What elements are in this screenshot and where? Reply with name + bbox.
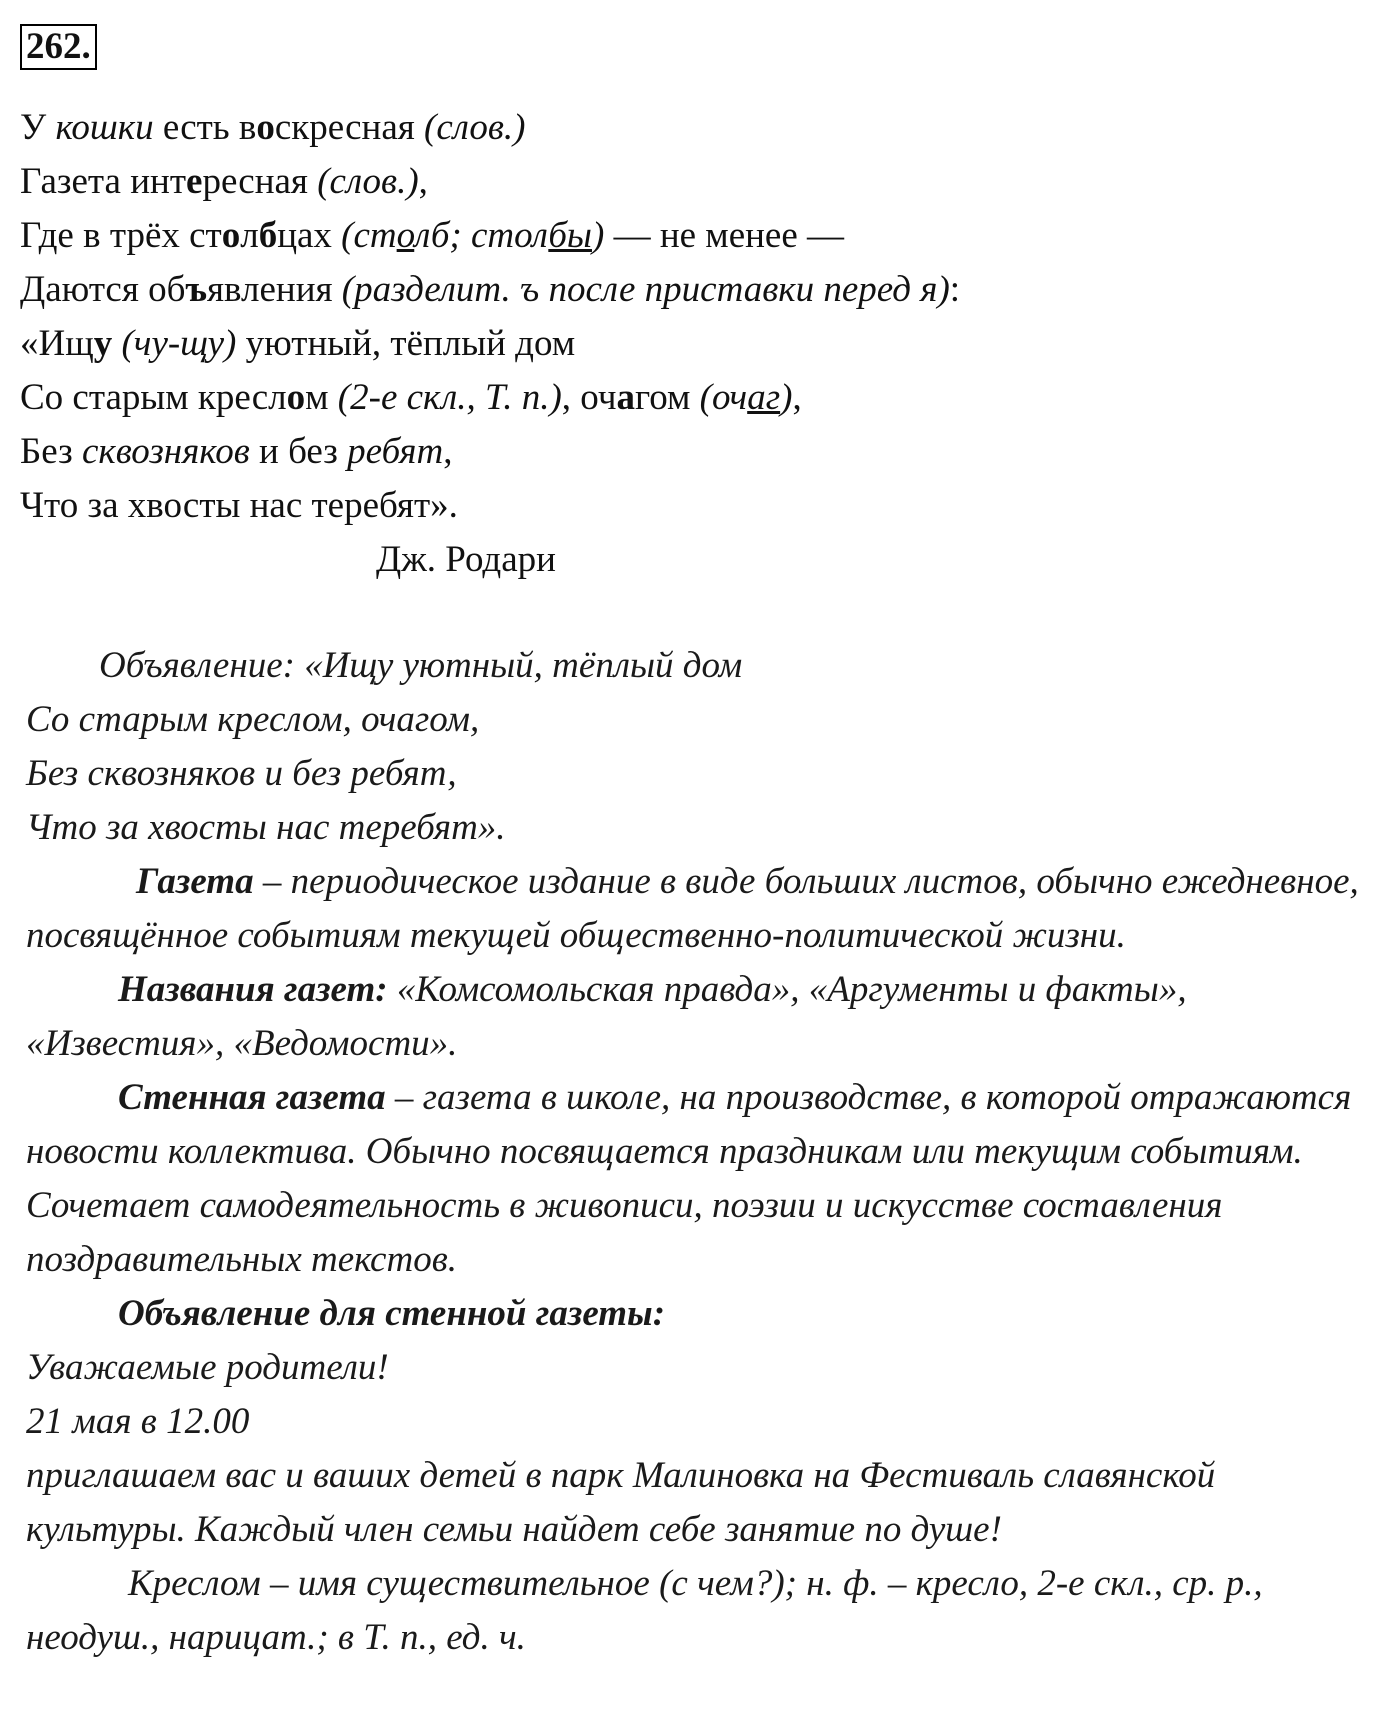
text: Без (20, 431, 82, 472)
wall-ad-greeting: Уважаемые родители! (26, 1347, 389, 1388)
definition: – периодическое издание в виде больших листов, обычно ежедневное, посвящённое событиям текущей общественно-политической жизни. (26, 861, 1359, 956)
text: лб; стол (414, 215, 549, 256)
note: (разделит. ъ после приставки перед я) (341, 269, 950, 310)
poem-line-1 (20, 101, 960, 155)
poem-line-7 (20, 425, 960, 479)
poem-line-3 (20, 209, 960, 263)
poem-line-5 (20, 317, 960, 371)
highlight-letter: а (616, 377, 635, 418)
text: Со старым кресл (20, 377, 287, 418)
text-italic: кошки (55, 107, 154, 148)
text: (ст (341, 215, 397, 256)
term: Стенная газета (118, 1077, 386, 1118)
text: л (240, 215, 259, 256)
ad-text-line-4: Что за хвосты нас теребят». (26, 807, 506, 848)
definition-newspaper (26, 855, 1366, 963)
text: , (418, 161, 428, 202)
term: Названия газет: (118, 969, 388, 1010)
morphological-analysis: Креслом – имя существительное (с чем?); н. ф. – кресло, 2-е скл., ср. р., неодуш., нарицат.; в Т. п., ед. ч. (26, 1563, 1263, 1658)
newspaper-names (26, 963, 1366, 1071)
highlight-letter: о (286, 377, 306, 418)
poem-line-8 (20, 479, 960, 533)
underlined: бы (548, 215, 592, 256)
text: уютный, тёплый дом (236, 323, 576, 364)
note: (слов.) (317, 161, 419, 202)
term: Газета (136, 861, 254, 902)
definition-wall-newspaper (26, 1071, 1366, 1287)
text: ) (591, 215, 605, 256)
underlined: аг (747, 377, 781, 418)
text: : (949, 269, 961, 310)
poem-line-6 (20, 371, 960, 425)
text: ресная (202, 161, 318, 202)
text: и без (249, 431, 348, 472)
ad-text-line-2: Со старым креслом, очагом, (26, 699, 480, 740)
definition: «Комсомольская правда», «Аргументы и факты», «Известия», «Ведомости». (26, 969, 1187, 1064)
definition: – газета в школе, на производстве, в которой отражаются новости коллектива. Обычно посвящается праздникам или текущим событиям. Сочетает самодеятельность в живописи, поэзии и искусстве составления поздравительных текстов. (26, 1077, 1352, 1280)
note: (2-е скл., Т. п.) (337, 377, 562, 418)
text: Даются об (20, 269, 186, 310)
highlight-letter: ъ (185, 269, 208, 310)
exercise-number: 262. (20, 24, 97, 70)
text: «Ищ (20, 323, 94, 364)
text: , оч (561, 377, 617, 418)
text: ) (780, 377, 793, 418)
note (341, 215, 604, 256)
note: (слов.) (424, 107, 526, 148)
note: (чу-щу) (121, 323, 237, 364)
highlight-letter: у (93, 323, 113, 364)
term: Объявление для стенной газеты: (118, 1293, 666, 1334)
poem-line-2 (20, 155, 960, 209)
highlight-letter: о (221, 215, 241, 256)
note (700, 377, 793, 418)
text: — не менее — (604, 215, 845, 256)
poem-line-4 (20, 263, 960, 317)
highlight-letter: о (256, 107, 275, 148)
poem-author: Дж. Родари (376, 539, 556, 580)
highlight-letter: б (258, 215, 278, 256)
text: гом (634, 377, 700, 418)
text: , (443, 431, 453, 472)
text: Что за хвосты нас теребят». (20, 485, 458, 526)
text: Где в трёх ст (20, 215, 222, 256)
wall-ad-body: приглашаем вас и ваших детей в парк Малиновка на Фестиваль славянской культуры. Каждый член семьи найдет себе занятие по душе! (26, 1455, 1216, 1550)
text: явления (207, 269, 342, 310)
text: (оч (699, 377, 748, 418)
text-italic: сквозняков (82, 431, 250, 472)
text: есть в (153, 107, 257, 148)
ad-text-line-3: Без сквозняков и без ребят, (26, 753, 457, 794)
text: , (792, 377, 802, 418)
wall-ad-heading (26, 1287, 1366, 1341)
wall-ad-date: 21 мая в 12.00 (26, 1401, 250, 1442)
text: скресная (274, 107, 425, 148)
poem (20, 101, 960, 587)
analysis-section (26, 639, 1366, 1665)
ad-text-line-1: Объявление: «Ищу уютный, тёплый дом (99, 645, 743, 686)
text: м (305, 377, 338, 418)
text: цах (277, 215, 342, 256)
text: Газета инт (20, 161, 186, 202)
text: У (20, 107, 56, 148)
text-italic: ребят (347, 431, 444, 472)
highlight-letter: е (186, 161, 203, 202)
underlined: о (396, 215, 415, 256)
